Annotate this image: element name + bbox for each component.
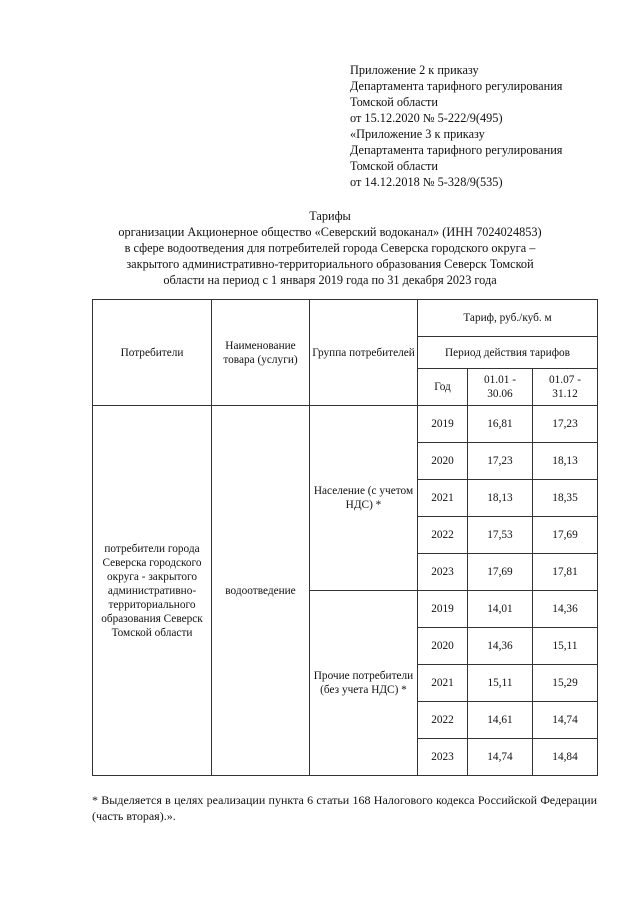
consumer-cell: потребители города Северска городского округа - закрытого административно-территориального образования Северск Томской области	[93, 406, 212, 776]
heading-line: организации Акционерное общество «Северский водоканал» (ИНН 7024024853)	[118, 225, 542, 239]
footnote: * Выделяется в целях реализации пункта 6 статьи 168 Налогового кодекса Российской Федерации (часть вторая).».	[92, 793, 597, 823]
tariff-cell-h1: 17,23	[468, 443, 533, 480]
tariff-cell-h2: 14,84	[533, 739, 598, 776]
appendix-line: Томской области	[350, 95, 438, 109]
appendix-line: от 14.12.2018 № 5-328/9(535)	[350, 175, 503, 189]
product-cell: водоотведение	[212, 406, 310, 776]
appendix-line: Департамента тарифного регулирования	[350, 143, 563, 157]
tariff-cell-h1: 18,13	[468, 480, 533, 517]
heading-line: области на период с 1 января 2019 года по 31 декабря 2023 года	[163, 273, 497, 287]
header-second-half: 01.07 - 31.12	[533, 369, 598, 406]
group-cell-population: Население (с учетом НДС) *	[310, 406, 418, 591]
tariff-cell-h1: 14,74	[468, 739, 533, 776]
tariff-cell-h1: 14,61	[468, 702, 533, 739]
heading-title: Тарифы	[309, 209, 351, 223]
heading-line: в сфере водоотведения для потребителей города Северска городского округа –	[124, 241, 536, 255]
header-tariff: Тариф, руб./куб. м	[418, 300, 598, 337]
heading-line: закрытого административно-территориального образования Северск Томской	[126, 257, 534, 271]
year-cell: 2020	[418, 628, 468, 665]
tariff-cell-h2: 14,36	[533, 591, 598, 628]
tariff-cell-h2: 17,23	[533, 406, 598, 443]
appendix-line: от 15.12.2020 № 5-222/9(495)	[350, 111, 503, 125]
table-row	[93, 406, 598, 443]
appendix-line: Томской области	[350, 159, 438, 173]
header-year: Год	[418, 369, 468, 406]
tariff-cell-h2: 18,35	[533, 480, 598, 517]
tariff-cell-h1: 14,36	[468, 628, 533, 665]
tariff-cell-h1: 14,01	[468, 591, 533, 628]
document-heading	[88, 208, 572, 288]
year-cell: 2022	[418, 517, 468, 554]
appendix-block	[350, 62, 635, 190]
tariff-cell-h2: 18,13	[533, 443, 598, 480]
header-first-half: 01.01 - 30.06	[468, 369, 533, 406]
appendix-line: Приложение 2 к приказу	[350, 63, 479, 77]
header-period: Период действия тарифов	[418, 337, 598, 369]
tariff-cell-h2: 17,81	[533, 554, 598, 591]
header-group: Группа потребителей	[310, 300, 418, 406]
tariff-cell-h2: 15,11	[533, 628, 598, 665]
year-cell: 2019	[418, 406, 468, 443]
year-cell: 2022	[418, 702, 468, 739]
tariff-cell-h1: 17,69	[468, 554, 533, 591]
year-cell: 2020	[418, 443, 468, 480]
tariff-cell-h1: 15,11	[468, 665, 533, 702]
appendix-line: Департамента тарифного регулирования	[350, 79, 563, 93]
tariff-table	[92, 299, 598, 776]
tariff-cell-h1: 17,53	[468, 517, 533, 554]
header-product: Наименование товара (услуги)	[212, 300, 310, 406]
group-cell-others: Прочие потребители (без учета НДС) *	[310, 591, 418, 776]
tariff-cell-h2: 17,69	[533, 517, 598, 554]
tariff-cell-h2: 14,74	[533, 702, 598, 739]
header-consumers: Потребители	[93, 300, 212, 406]
year-cell: 2019	[418, 591, 468, 628]
year-cell: 2023	[418, 554, 468, 591]
year-cell: 2021	[418, 665, 468, 702]
appendix-line: «Приложение 3 к приказу	[350, 127, 485, 141]
year-cell: 2023	[418, 739, 468, 776]
year-cell: 2021	[418, 480, 468, 517]
tariff-cell-h1: 16,81	[468, 406, 533, 443]
tariff-cell-h2: 15,29	[533, 665, 598, 702]
